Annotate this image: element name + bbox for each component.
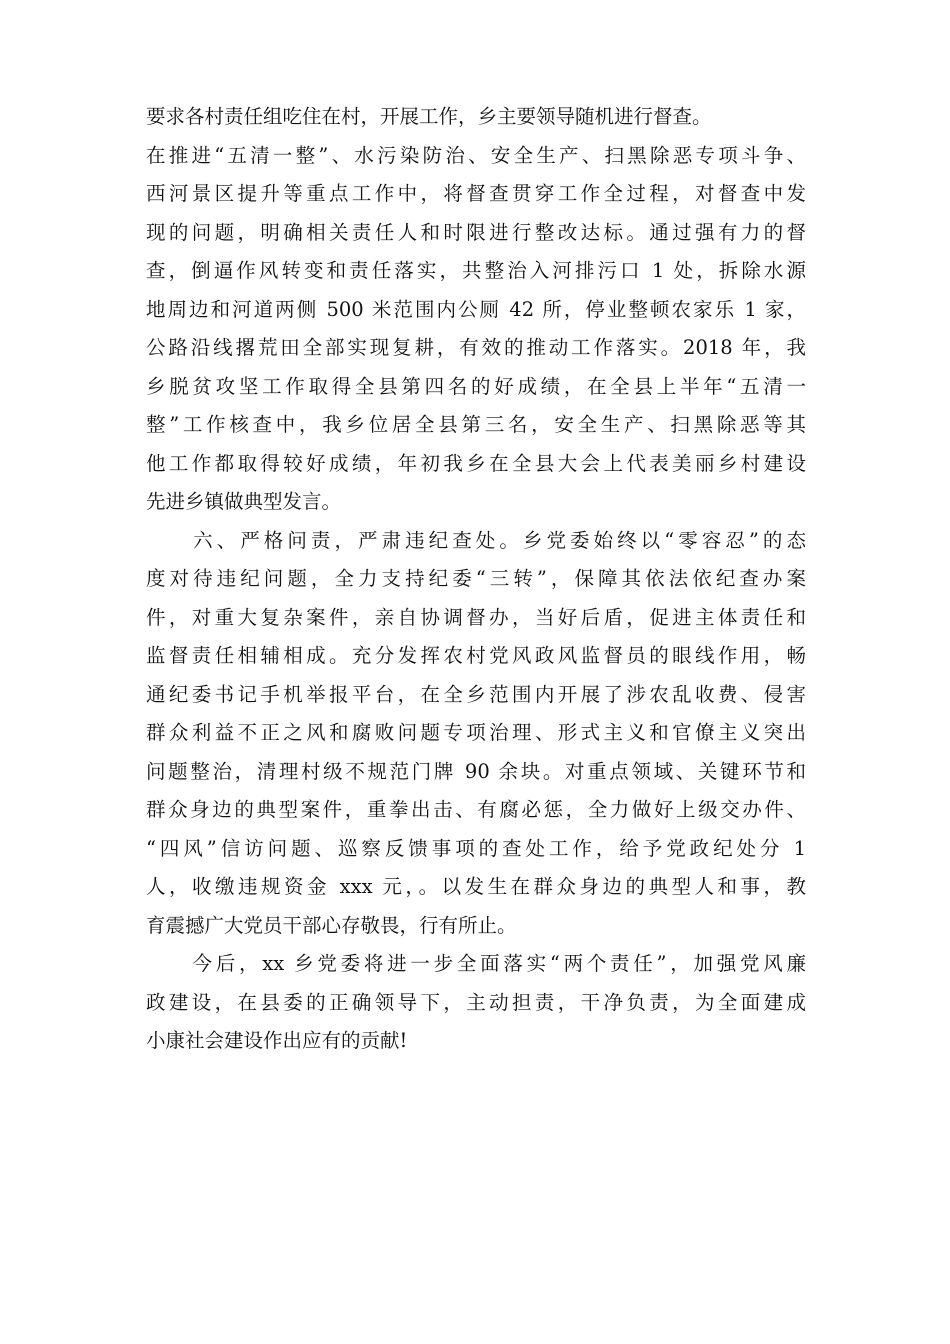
text-line: 问题整治，清理村级不规范门牌 90 余块。对重点领域、关键环节和 [146,759,806,783]
text-line: 在推进“五清一整”、水污染防治、安全生产、扫黑除恶专项斗争、 [146,143,806,167]
text-line: 要求各村责任组吃住在村，开展工作，乡主要领导随机进行督查。 [146,105,712,128]
text-line: 地周边和河道两侧 500 米范围内公厕 42 所，停业整顿农家乐 1 家， [146,297,806,321]
text-line: 西河景区提升等重点工作中，将督查贯穿工作全过程，对督查中发 [146,182,806,205]
text-line: 育震撼广大党员干部心存敬畏，行有所止。 [146,913,517,937]
text-line: 件，对重大复杂案件，亲自协调督办，当好后盾，促进主体责任和 [146,605,806,629]
text-line: 现的问题，明确相关责任人和时限进行整改达标。通过强有力的督 [146,220,806,244]
text-line: 先进乡镇做典型发言。 [146,490,342,513]
text-line: 人，收缴违规资金 xxx 元，。以发生在群众身边的典型人和事，教 [146,875,806,898]
text-line: 群众身边的典型案件，重拳出击、有腐必惩，全力做好上级交办件、 [146,798,806,821]
text-line: 他工作都取得较好成绩，年初我乡在全县大会上代表美丽乡村建设 [146,451,806,475]
text-line: 群众利益不正之风和腐败问题专项治理、形式主义和官僚主义突出 [146,721,806,744]
text-line: “四风”信访问题、巡察反馈事项的查处工作，给予党政纪处分 1 [146,836,806,860]
text-line: 小康社会建设作出应有的贡献! [146,1029,408,1052]
text-line: 今后，xx 乡党委将进一步全面落实“两个责任”，加强党风廉 [146,952,806,975]
text-line: 通纪委书记手机举报平台，在全乡范围内开展了涉农乱收费、侵害 [146,682,806,706]
body-text [146,98,806,1061]
text-line: 整”工作核查中，我乡位居全县第三名，安全生产、扫黑除恶等其 [146,413,806,436]
text-line: 六、严格问责，严肃违纪查处。乡党委始终以“零容忍”的态 [146,528,806,552]
text-line: 政建设，在县委的正确领导下，主动担责，干净负责，为全面建成 [146,990,806,1014]
text-line: 监督责任相辅相成。充分发挥农村党风政风监督员的眼线作用，畅 [146,644,806,667]
text-line: 查，倒逼作风转变和责任落实，共整治入河排污口 1 处，拆除水源 [146,259,806,282]
text-line: 度对待违纪问题，全力支持纪委“三转”，保障其依法依纪查办案 [146,567,806,590]
text-line: 公路沿线撂荒田全部实现复耕，有效的推动工作落实。2018 年，我 [146,336,806,359]
text-line: 乡脱贫攻坚工作取得全县第四名的好成绩，在全县上半年“五清一 [146,374,806,398]
